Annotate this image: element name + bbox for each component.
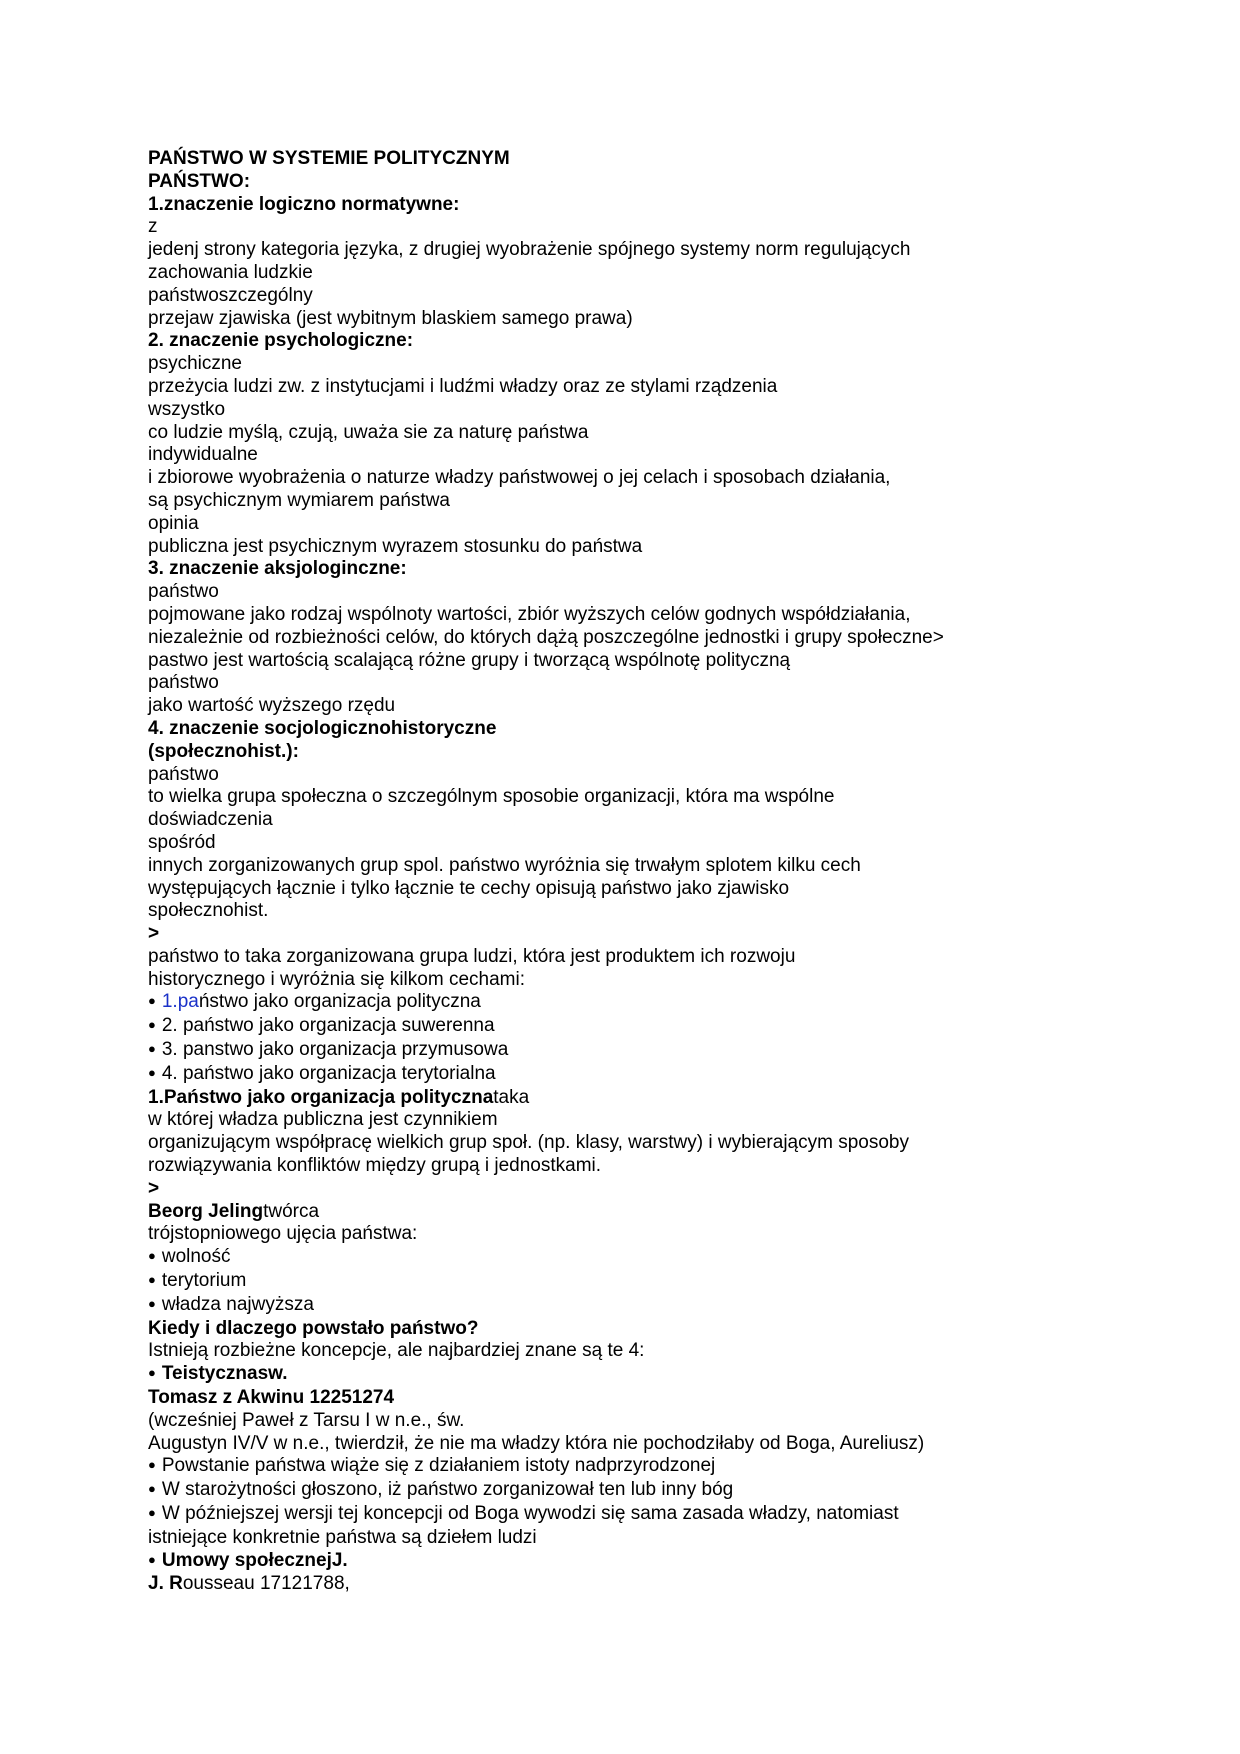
text-line: to wielka grupa społeczna o szczególnym sposobie organizacji, która ma wspólne — [148, 786, 835, 808]
text-line — [148, 1573, 1008, 1596]
text-line: państwo — [148, 672, 219, 694]
list-item — [148, 1503, 1008, 1527]
author-name: Beorg Jeling — [148, 1200, 264, 1222]
text-line: jako wartość wyższego rzędu — [148, 695, 396, 717]
list-item — [148, 1246, 1008, 1270]
section-heading-4-cont: (społecznohist.): — [148, 740, 299, 762]
list-item-text: 3. panstwo jako organizacja przymusowa — [161, 1039, 509, 1061]
text-line: państwo — [148, 763, 219, 785]
list-item — [148, 1015, 1008, 1039]
text-line: społecznohist. — [148, 900, 269, 922]
list-item-text: Teistycznasw. — [161, 1363, 288, 1385]
text-line: Tomasz z Akwinu 12251274 — [148, 1387, 395, 1409]
list-item — [148, 1063, 1008, 1087]
text-span: twórca — [263, 1200, 320, 1222]
text-line: indywidualne — [148, 444, 258, 466]
text-line: pojmowane jako rodzaj wspólnoty wartości, zbiór wyższych celów godnych współdziałania, — [148, 603, 911, 625]
text-line — [148, 1201, 1008, 1224]
text-line: opinia — [148, 512, 199, 534]
text-line: państwo to taka zorganizowana grupa ludzi, która jest produktem ich rozwoju — [148, 945, 796, 967]
text-line: z — [148, 216, 158, 238]
list-item-text: 2. państwo jako organizacja suwerenna — [161, 1015, 495, 1037]
list-item-text: władza najwyższa — [161, 1293, 314, 1315]
heading-panstwo: PAŃSTWO: — [148, 170, 251, 192]
section-heading-3: 3. znaczenie aksjologinczne: — [148, 558, 407, 580]
text-line: rozwiązywania konfliktów między grupą i jednostkami. — [148, 1155, 602, 1177]
author-initial: J. R — [148, 1573, 183, 1595]
text-line: w której władza publiczna jest czynnikiem — [148, 1109, 498, 1131]
text-line: niezależnie od rozbieżności celów, do których dążą poszczególne jednostki i grupy społeczne> — [148, 626, 944, 648]
document-title: PAŃSTWO W SYSTEMIE POLITYCZNYM — [148, 148, 510, 169]
list-item-text: Umowy społecznejJ. — [161, 1549, 348, 1571]
list-item — [148, 1039, 1008, 1063]
text-span: taka — [493, 1086, 530, 1108]
text-line: Istnieją rozbieżne koncepcje, ale najbardziej znane są te 4: — [148, 1340, 645, 1362]
list-item-text: W późniejszej wersji tej koncepcji od Boga wywodzi się sama zasada władzy, natomiast — [161, 1503, 899, 1525]
section-heading-2: 2. znaczenie psychologiczne: — [148, 330, 414, 352]
text-line: trójstopniowego ujęcia państwa: — [148, 1223, 418, 1245]
list-item — [148, 991, 1008, 1015]
text-line: Augustyn IV/V w n.e., twierdził, że nie ma władzy która nie pochodziłaby od Boga, Aureliusz) — [148, 1432, 925, 1454]
list-item-text: W starożytności głoszono, iż państwo zorganizował ten lub inny bóg — [161, 1479, 734, 1501]
text-line: przejaw zjawiska (jest wybitnym blaskiem samego prawa) — [148, 307, 633, 329]
text-line: organizującym współpracę wielkich grup społ. (np. klasy, warstwy) i wybierającym sposoby — [148, 1132, 909, 1154]
text-line: spośród — [148, 831, 216, 853]
list-item — [148, 1294, 1008, 1318]
text-line: > — [148, 923, 160, 945]
list-item — [148, 1363, 1008, 1387]
text-line: > — [148, 1177, 160, 1199]
text-span: ousseau 17121788, — [182, 1573, 350, 1595]
list-item-text: 4. państwo jako organizacja terytorialna — [161, 1062, 496, 1084]
text-line: wszystko — [148, 398, 226, 420]
list-item — [148, 1455, 1008, 1479]
text-line: państwo — [148, 581, 219, 603]
list-item-text: Powstanie państwa wiąże się z działaniem istoty nadprzyrodzonej — [161, 1455, 716, 1477]
section-heading-question: Kiedy i dlaczego powstało państwo? — [148, 1317, 479, 1339]
section-heading-bold: 1.Państwo jako organizacja polityczna — [148, 1086, 494, 1108]
text-line: innych zorganizowanych grup spol. państwo wyróżnia się trwałym splotem kilku cech — [148, 854, 861, 876]
text-line: zachowania ludzkie — [148, 261, 313, 283]
text-line: przeżycia ludzi zw. z instytucjami i ludźmi władzy oraz ze stylami rządzenia — [148, 375, 778, 397]
document-page — [148, 148, 1008, 1596]
text-line: występujących łącznie i tylko łącznie te cechy opisują państwo jako zjawisko — [148, 877, 790, 899]
text-line: są psychicznym wymiarem państwa — [148, 489, 450, 511]
list-item — [148, 1270, 1008, 1294]
list-item-text: ństwo jako organizacja polityczna — [198, 991, 481, 1013]
text-line: psychiczne — [148, 353, 242, 375]
text-line: doświadczenia — [148, 809, 273, 831]
text-line: państwoszczególny — [148, 284, 313, 306]
text-line: pastwo jest wartością scalającą różne grupy i tworzącą wspólnotę polityczną — [148, 649, 791, 671]
list-item-text: wolność — [161, 1246, 231, 1268]
text-line: co ludzie myślą, czują, uważa sie za naturę państwa — [148, 421, 589, 443]
text-line: jedenj strony kategoria języka, z drugiej wyobrażenie spójnego systemy norm regulujących — [148, 239, 911, 261]
text-line: (wcześniej Paweł z Tarsu I w n.e., św. — [148, 1409, 465, 1431]
text-line — [148, 1087, 1008, 1110]
text-line: istniejące konkretnie państwa są dziełem ludzi — [148, 1526, 537, 1548]
text-line: i zbiorowe wyobrażenia o naturze władzy państwowej o jej celach i sposobach działania, — [148, 467, 891, 489]
list-item — [148, 1550, 1008, 1574]
list-item — [148, 1479, 1008, 1503]
section-heading-4: 4. znaczenie socjologicznohistoryczne — [148, 717, 497, 739]
text-line: historycznego i wyróżnia się kilkom cechami: — [148, 968, 525, 990]
text-line: publiczna jest psychicznym wyrazem stosunku do państwa — [148, 535, 643, 557]
hyperlink[interactable]: 1.pa — [161, 991, 199, 1013]
list-item-text: terytorium — [161, 1270, 247, 1292]
section-heading-1: 1.znaczenie logiczno normatywne: — [148, 193, 460, 215]
